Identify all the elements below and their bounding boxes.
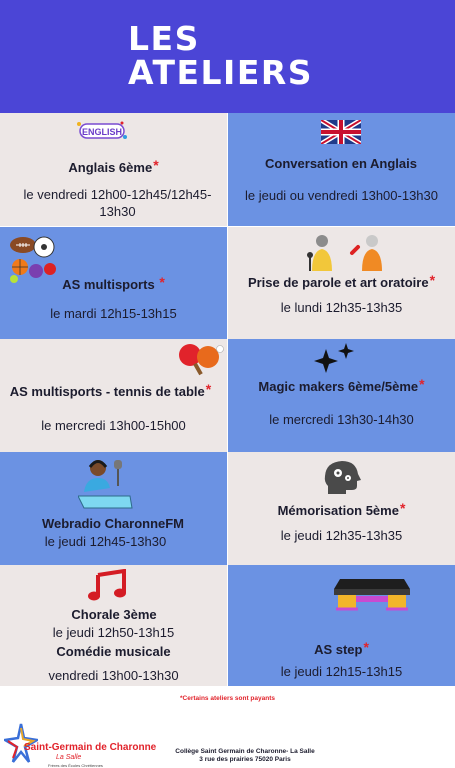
svg-text:ENGLISH: ENGLISH	[81, 127, 123, 137]
atelier-name: Prise de parole et art oratoire	[247, 275, 429, 290]
title-line-1: LES	[128, 19, 200, 58]
atelier-time: le jeudi ou vendredi 13h00-13h30	[245, 188, 438, 203]
atelier-card-anglais	[0, 113, 227, 226]
english-sticker-icon	[76, 120, 128, 147]
star-mark: *	[419, 376, 425, 392]
header-banner	[0, 0, 455, 113]
atelier-card-as-step	[228, 565, 455, 686]
atelier-name: AS multisports - tennis de table	[9, 384, 205, 399]
step-platform-icon	[332, 577, 412, 616]
atelier-card-as-multisports	[0, 227, 227, 340]
atelier-name: AS multisports	[62, 277, 155, 292]
uk-flag-icon	[321, 120, 361, 149]
atelier-card-chorale	[0, 565, 227, 686]
atelier-time-2: vendredi 13h00-13h30	[48, 668, 179, 683]
atelier-time: le jeudi 12h50-13h15	[52, 625, 175, 640]
atelier-card-tennis-de-table	[0, 339, 227, 452]
title-line-2: ATELIERS	[128, 53, 314, 92]
atelier-time: le jeudi 12h15-13h15	[280, 664, 403, 679]
address-line-1: Collège Saint Germain de Charonne- La Salle	[175, 748, 315, 755]
atelier-card-prise-de-parole	[228, 227, 455, 340]
footnote-paid: *Certains ateliers sont payants	[179, 695, 275, 702]
atelier-card-webradio	[0, 452, 227, 565]
sparkles-icon	[312, 343, 356, 378]
radio-host-icon	[78, 456, 136, 515]
atelier-time: le jeudi 12h35-13h35	[280, 528, 403, 543]
address-line-2: 3 rue des prairies 75020 Paris	[199, 756, 291, 763]
atelier-card-conversation	[228, 113, 455, 226]
star-mark: *	[159, 274, 165, 290]
atelier-time: le lundi 12h35-13h35	[280, 300, 403, 315]
logo-subtitle: La Salle	[56, 754, 82, 761]
star-mark: *	[363, 639, 369, 655]
atelier-time: le jeudi 12h45-13h30	[44, 534, 167, 549]
school-address	[165, 748, 325, 764]
ping-pong-icon	[176, 341, 224, 382]
star-mark: *	[399, 500, 406, 516]
ateliers-grid	[0, 113, 455, 686]
atelier-name: AS step	[314, 642, 363, 657]
atelier-name: Chorale 3ème	[71, 607, 157, 622]
school-logo	[4, 722, 157, 768]
atelier-name: Webradio CharonneFM	[41, 516, 185, 531]
music-note-icon	[88, 569, 132, 606]
logo-school-name: Saint-Germain de Charonne	[24, 742, 157, 753]
page-title	[128, 19, 314, 92]
atelier-time: le mardi 12h15-13h15	[50, 306, 177, 321]
brain-gears-icon	[322, 458, 362, 501]
atelier-time: le mercredi 13h00-15h00	[41, 418, 186, 433]
atelier-name-2: Comédie musicale	[56, 644, 171, 659]
star-mark: *	[429, 272, 436, 288]
atelier-name: Conversation en Anglais	[265, 156, 417, 171]
star-mark: *	[205, 381, 212, 397]
atelier-time: le mercredi 13h30-14h30	[269, 412, 414, 427]
atelier-time: le vendredi 12h00-12h45/12h45-13h30	[23, 187, 212, 219]
atelier-name: Anglais 6ème	[68, 160, 153, 175]
logo-tagline: Frères des Écoles Chrétiennes	[48, 763, 103, 768]
atelier-name: Mémorisation 5ème	[277, 503, 399, 518]
atelier-name: Magic makers 6ème/5ème	[258, 379, 419, 394]
star-mark: *	[153, 157, 159, 173]
atelier-card-memorisation	[228, 452, 455, 565]
atelier-card-magic-makers	[228, 339, 455, 452]
